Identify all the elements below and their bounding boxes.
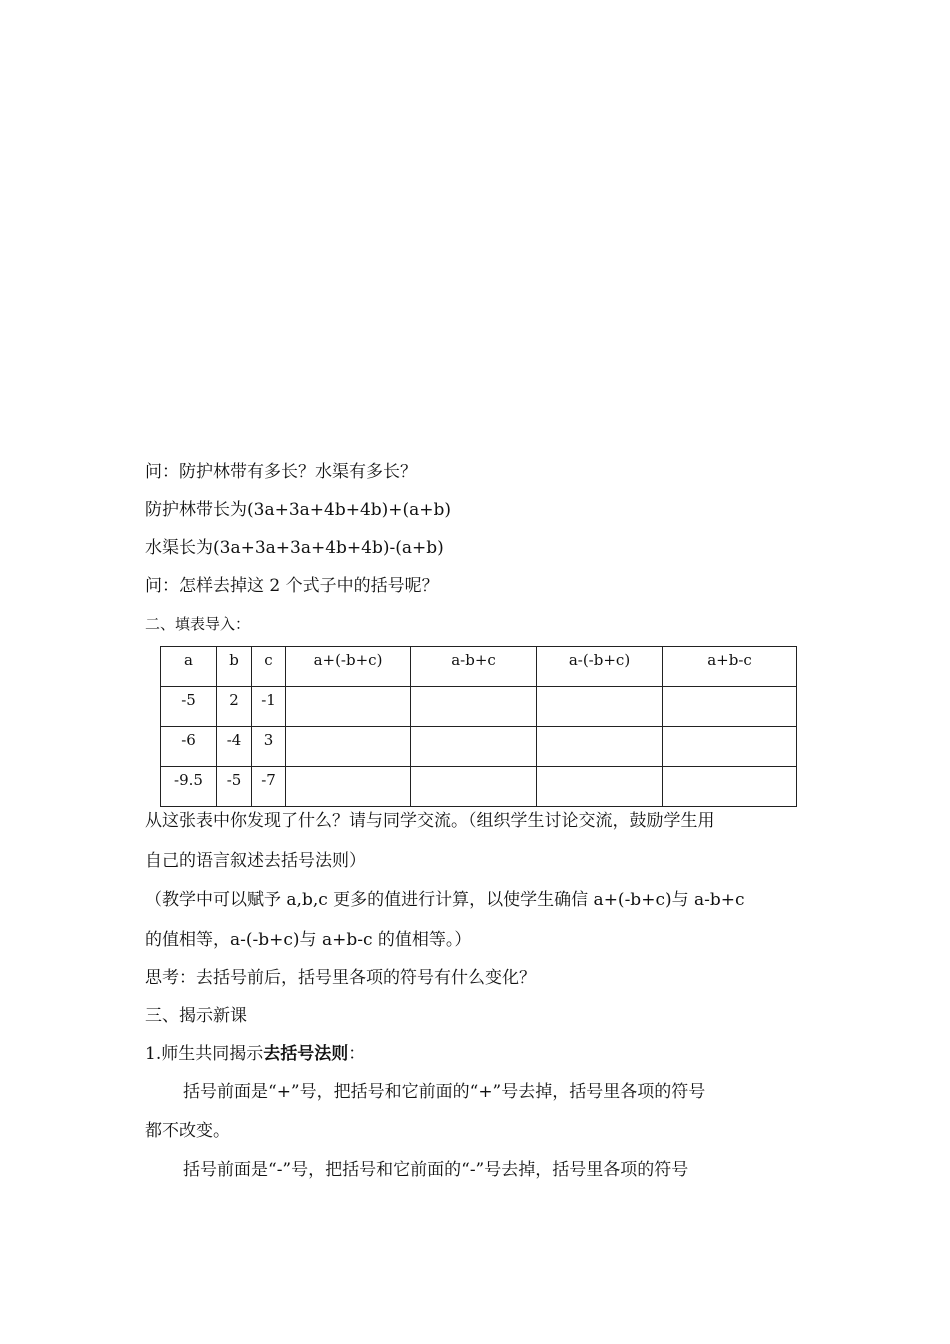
table-blank-cell[interactable] bbox=[411, 687, 537, 727]
table-cell: -7 bbox=[252, 767, 286, 807]
table-blank-cell[interactable] bbox=[286, 687, 411, 727]
table-cell: -1 bbox=[252, 687, 286, 727]
table-row bbox=[161, 687, 797, 727]
table-blank-cell[interactable] bbox=[537, 727, 663, 767]
table-header-cell: a-b+c bbox=[411, 647, 537, 687]
rule-plus-line1: 括号前面是“+”号，把括号和它前面的“+”号去掉，括号里各项的符号 bbox=[183, 1082, 706, 1102]
table-row bbox=[161, 767, 797, 807]
table-blank-cell[interactable] bbox=[286, 727, 411, 767]
forest-belt-length: 防护林带长为(3a+3a+4b+4b)+(a+b) bbox=[145, 500, 452, 520]
fill-in-table bbox=[160, 646, 797, 807]
table-header-cell: a+b-c bbox=[663, 647, 797, 687]
section-fill-table: 二、填表导入： bbox=[145, 615, 251, 633]
rule-plus-line2: 都不改变。 bbox=[145, 1121, 230, 1141]
table-header-cell: b bbox=[217, 647, 252, 687]
teaching-note-line1: （教学中可以赋予 a,b,c 更多的值进行计算，以使学生确信 a+(-b+c)与 a-b+c bbox=[145, 890, 745, 910]
rule-name-bold: 去括号法则 bbox=[263, 1044, 349, 1064]
discovery-paragraph-line1: 从这张表中你发现了什么？请与同学交流。（组织学生讨论交流，鼓励学生用 bbox=[145, 811, 715, 831]
section-new-lesson: 三、揭示新课 bbox=[145, 1006, 247, 1026]
table-header-cell: a+(-b+c) bbox=[286, 647, 411, 687]
item-bracket-rule-heading bbox=[145, 1043, 365, 1065]
table-cell: -5 bbox=[217, 767, 252, 807]
table-blank-cell[interactable] bbox=[663, 727, 797, 767]
rule-minus-line1: 括号前面是“-”号，把括号和它前面的“-”号去掉，括号里各项的符号 bbox=[183, 1160, 689, 1180]
table-cell: -9.5 bbox=[161, 767, 217, 807]
table-cell: -6 bbox=[161, 727, 217, 767]
table-header-cell: c bbox=[252, 647, 286, 687]
thinking-question: 思考：去括号前后，括号里各项的符号有什么变化？ bbox=[145, 968, 536, 988]
table-cell: -4 bbox=[217, 727, 252, 767]
table-cell: -5 bbox=[161, 687, 217, 727]
item-prefix: 1.师生共同揭示 bbox=[145, 1044, 264, 1064]
teaching-note-line2: 的值相等，a-(-b+c)与 a+b-c 的值相等。） bbox=[145, 930, 472, 950]
canal-length: 水渠长为(3a+3a+3a+4b+4b)-(a+b) bbox=[145, 538, 444, 558]
question-remove-brackets: 问：怎样去掉这 2 个式子中的括号呢？ bbox=[145, 576, 439, 596]
table-header-cell: a bbox=[161, 647, 217, 687]
table-blank-cell[interactable] bbox=[411, 727, 537, 767]
table-row bbox=[161, 727, 797, 767]
table-cell: 3 bbox=[252, 727, 286, 767]
table-blank-cell[interactable] bbox=[663, 767, 797, 807]
item-suffix: ： bbox=[348, 1044, 366, 1064]
table-header-cell: a-(-b+c) bbox=[537, 647, 663, 687]
question-forest-canal: 问：防护林带有多长？水渠有多长？ bbox=[145, 462, 417, 482]
table-blank-cell[interactable] bbox=[537, 767, 663, 807]
table-cell: 2 bbox=[217, 687, 252, 727]
table-blank-cell[interactable] bbox=[286, 767, 411, 807]
table-blank-cell[interactable] bbox=[537, 687, 663, 727]
table-blank-cell[interactable] bbox=[411, 767, 537, 807]
table-header-row bbox=[161, 647, 797, 687]
discovery-paragraph-line2: 自己的语言叙述去括号法则） bbox=[145, 851, 366, 871]
table-blank-cell[interactable] bbox=[663, 687, 797, 727]
